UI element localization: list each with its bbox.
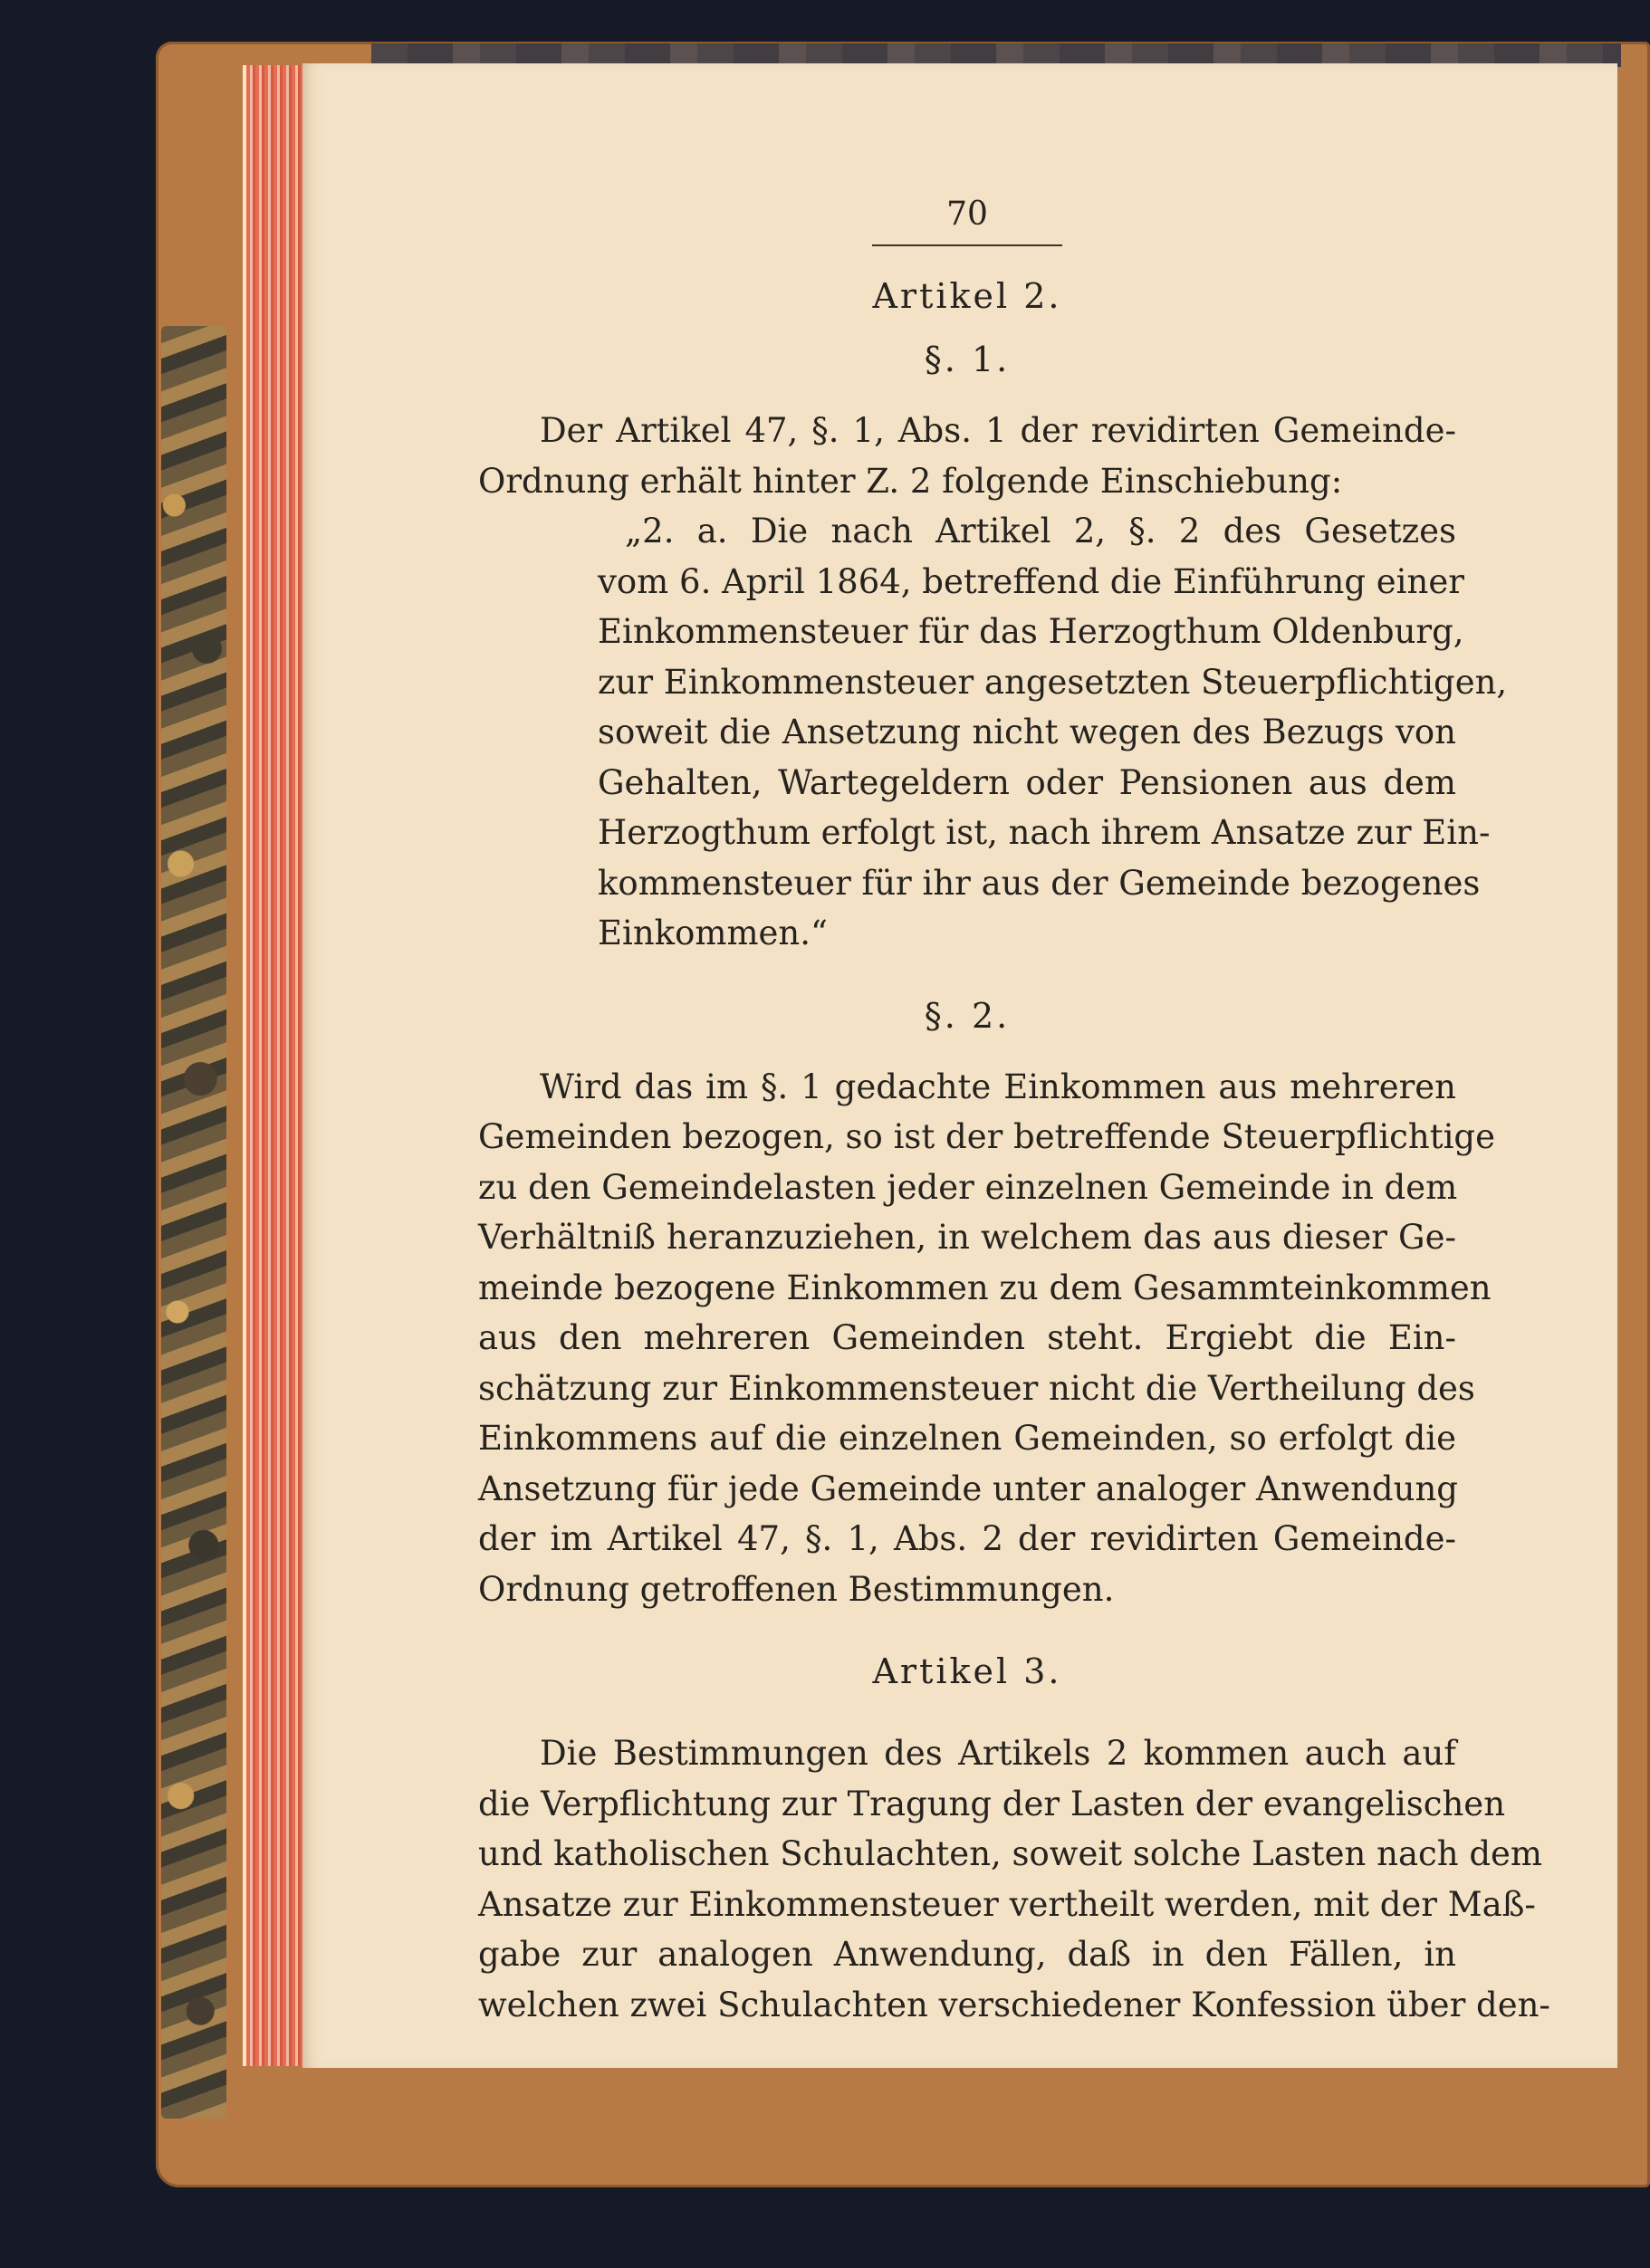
section-1-intro: [478, 406, 1456, 506]
text-line: zur Einkommensteuer angesetzten Steuerpflichtigen,: [598, 662, 1508, 702]
text-line: „2. a. Die nach Artikel 2, §. 2 des Gesetzes: [625, 512, 1456, 550]
section-2-paragraph: [478, 1062, 1496, 1615]
text-line: vom 6. April 1864, betreffend die Einführung einer: [598, 561, 1464, 601]
page-text: [478, 190, 1550, 2030]
text-line: gabe zur analogen Anwendung, daß in den Fällen, in: [478, 1935, 1456, 1974]
text-line: Einkommensteuer für das Herzogthum Oldenburg,: [598, 612, 1464, 651]
text-line: Gehalten, Wartegeldern oder Pensionen aus dem: [598, 762, 1456, 802]
text-line: aus den mehreren Gemeinden steht. Ergiebt die Ein-: [478, 1318, 1456, 1357]
red-page-edges: [243, 65, 310, 2066]
text-line: Ordnung erhält hinter Z. 2 folgende Einschiebung:: [478, 461, 1343, 501]
article-3-heading: Artikel 3.: [872, 1651, 1062, 1691]
text-line: welchen zwei Schulachten verschiedener Konfession über den-: [478, 1985, 1550, 2024]
text-line: der im Artikel 47, §. 1, Abs. 2 der revidirten Gemeinde-: [478, 1519, 1456, 1558]
marbled-cover-edge: [161, 326, 226, 2119]
text-line: Wird das im §. 1 gedachte Einkommen aus mehreren: [540, 1067, 1456, 1106]
article-2-heading: Artikel 2.: [872, 276, 1062, 316]
text-line: meinde bezogene Einkommen zu dem Gesammteinkommen: [478, 1268, 1492, 1307]
text-line: Gemeinden bezogen, so ist der betreffende Steuerpflichtige: [478, 1117, 1496, 1156]
text-line: die Verpflichtung zur Tragung der Lasten der evangelischen: [478, 1784, 1506, 1823]
text-line: Einkommen.“: [598, 914, 828, 952]
text-line: und katholischen Schulachten, soweit solche Lasten nach dem: [478, 1834, 1542, 1873]
page-number-rule: [872, 244, 1062, 246]
text-line: soweit die Ansetzung nicht wegen des Bezugs von: [598, 713, 1456, 751]
text-line: kommensteuer für ihr aus der Gemeinde bezogenes: [598, 863, 1481, 903]
text-line: Ansatze zur Einkommensteuer vertheilt werden, mit der Maß-: [478, 1884, 1536, 1924]
text-line: Ansetzung für jede Gemeinde unter analoger Anwendung: [478, 1469, 1458, 1508]
section-2-heading: §. 2.: [924, 995, 1011, 1036]
section-1-insertion-quote: [478, 506, 1508, 959]
text-line: zu den Gemeindelasten jeder einzelnen Gemeinde in dem: [478, 1167, 1458, 1207]
text-line: Die Bestimmungen des Artikels 2 kommen auch auf: [540, 1734, 1456, 1773]
text-line: Ordnung getroffenen Bestimmungen.: [478, 1569, 1115, 1609]
page-number: 70: [946, 196, 988, 233]
article-3-paragraph: [478, 1728, 1550, 2030]
section-1-heading: §. 1.: [924, 340, 1011, 379]
text-line: Verhältniß heranzuziehen, in welchem das aus dieser Ge-: [478, 1218, 1456, 1257]
text-line: Einkommens auf die einzelnen Gemeinden, so erfolgt die: [478, 1419, 1456, 1458]
text-line: Herzogthum erfolgt ist, nach ihrem Ansatze zur Ein-: [598, 813, 1491, 852]
text-line: schätzung zur Einkommensteuer nicht die Vertheilung des: [478, 1368, 1475, 1408]
text-line: Der Artikel 47, §. 1, Abs. 1 der revidirten Gemeinde-: [540, 411, 1456, 450]
